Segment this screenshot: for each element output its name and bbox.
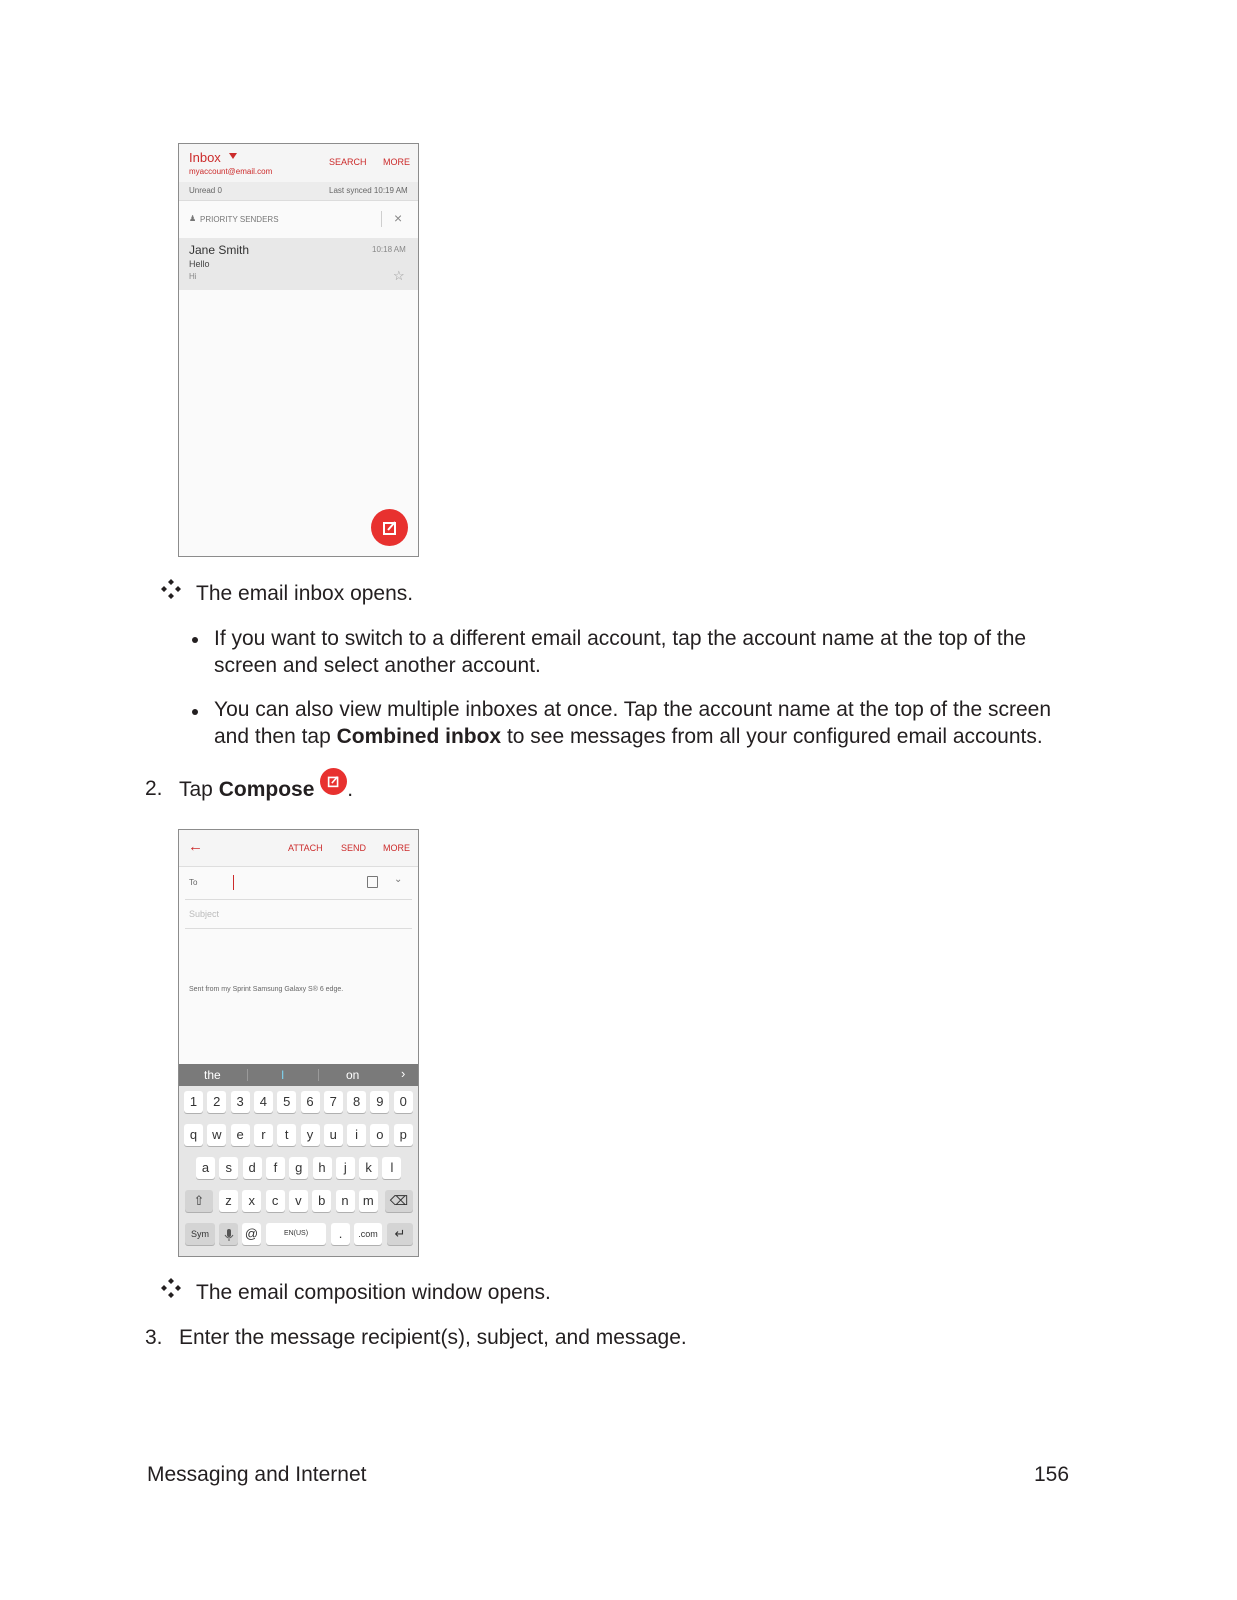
key-r[interactable]: r — [254, 1124, 273, 1146]
key-z[interactable]: z — [219, 1190, 238, 1212]
key-t[interactable]: t — [277, 1124, 296, 1146]
divider — [318, 1069, 319, 1081]
folder-dropdown-icon[interactable] — [229, 153, 237, 159]
enter-key[interactable]: ↵ — [387, 1223, 413, 1245]
mic-icon — [224, 1228, 234, 1242]
chevron-down-icon[interactable]: ⌄ — [394, 874, 403, 885]
bullet-text-1: If you want to switch to a different email account, tap the account name at the top of the screen and select another account. — [214, 627, 1027, 677]
divider — [381, 211, 382, 227]
sym-key[interactable]: Sym — [185, 1223, 215, 1245]
key-c[interactable]: c — [266, 1190, 285, 1212]
to-label: To — [189, 878, 198, 887]
key-4[interactable]: 4 — [254, 1091, 273, 1113]
contacts-icon[interactable] — [367, 876, 378, 888]
keyboard — [179, 1064, 418, 1256]
combined-inbox-label: Combined inbox — [336, 725, 502, 748]
step-3-number: 3. — [145, 1326, 163, 1349]
back-arrow-icon[interactable]: ← — [188, 838, 203, 855]
bullet-dot — [192, 637, 198, 643]
key-7[interactable]: 7 — [324, 1091, 343, 1113]
mic-key[interactable] — [219, 1223, 238, 1245]
key-g[interactable]: g — [289, 1157, 308, 1179]
bullet-dot — [192, 709, 198, 715]
result-diamond-icon — [160, 1277, 182, 1299]
message-list-item[interactable] — [179, 238, 418, 290]
message-time: 10:18 AM — [372, 245, 406, 254]
suggestion-word[interactable]: the — [204, 1068, 221, 1082]
result-text-2: The email composition window opens. — [196, 1281, 551, 1304]
page-number: 156 — [1034, 1463, 1070, 1486]
period-key[interactable]: . — [331, 1223, 350, 1245]
key-3[interactable]: 3 — [231, 1091, 250, 1113]
bullet-text-2 — [214, 696, 1054, 750]
message-subject: Hello — [189, 259, 210, 269]
key-d[interactable]: d — [243, 1157, 262, 1179]
key-i[interactable]: i — [347, 1124, 366, 1146]
key-h[interactable]: h — [313, 1157, 332, 1179]
key-s[interactable]: s — [219, 1157, 238, 1179]
text-cursor — [233, 875, 234, 890]
key-n[interactable]: n — [336, 1190, 355, 1212]
compose-inline-icon — [320, 768, 347, 795]
dotcom-key[interactable]: .com — [354, 1223, 382, 1245]
to-field[interactable] — [185, 867, 412, 900]
key-w[interactable]: w — [207, 1124, 226, 1146]
divider — [247, 1069, 248, 1081]
key-f[interactable]: f — [266, 1157, 285, 1179]
priority-senders-bar[interactable] — [179, 201, 418, 237]
compose-icon — [382, 520, 398, 536]
key-l[interactable]: l — [382, 1157, 401, 1179]
bullet-2-text-end: to see messages from all your configured email accounts. — [501, 725, 1043, 748]
space-key[interactable]: EN(US) — [266, 1223, 326, 1245]
key-5[interactable]: 5 — [277, 1091, 296, 1113]
message-sender: Jane Smith — [189, 243, 250, 257]
message-preview: Hi — [189, 272, 197, 281]
key-q[interactable]: q — [184, 1124, 203, 1146]
priority-senders-label: PRIORITY SENDERS — [200, 215, 279, 224]
key-1[interactable]: 1 — [184, 1091, 203, 1113]
bullet-2-text: You can also view multiple inboxes at once. Tap the account name at the top of the screen and then tap — [214, 698, 1052, 748]
at-key[interactable]: @ — [242, 1223, 261, 1245]
shift-key[interactable]: ⇧ — [185, 1190, 213, 1212]
key-e[interactable]: e — [231, 1124, 250, 1146]
suggestion-word[interactable]: I — [281, 1068, 285, 1082]
last-synced: Last synced 10:19 AM — [329, 186, 408, 195]
inbox-screenshot — [178, 143, 419, 557]
close-icon[interactable]: × — [394, 210, 403, 226]
suggestion-word[interactable]: on — [346, 1068, 360, 1082]
inbox-folder-title[interactable]: Inbox — [189, 150, 221, 165]
key-x[interactable]: x — [242, 1190, 261, 1212]
unread-count: Unread 0 — [189, 186, 222, 195]
search-button[interactable]: SEARCH — [329, 157, 367, 167]
message-body[interactable] — [179, 929, 418, 1064]
key-6[interactable]: 6 — [301, 1091, 320, 1113]
key-b[interactable]: b — [312, 1190, 331, 1212]
key-u[interactable]: u — [324, 1124, 343, 1146]
backspace-key[interactable]: ⌫ — [385, 1190, 413, 1212]
key-a[interactable]: a — [196, 1157, 215, 1179]
suggestion-bar — [179, 1064, 418, 1086]
key-2[interactable]: 2 — [207, 1091, 226, 1113]
step-3-text: Enter the message recipient(s), subject, and message. — [179, 1326, 687, 1349]
subject-field[interactable] — [185, 900, 412, 929]
step-2-number: 2. — [145, 777, 163, 800]
star-icon[interactable]: ☆ — [393, 268, 405, 283]
key-v[interactable]: v — [289, 1190, 308, 1212]
account-email[interactable]: myaccount@email.com — [189, 167, 273, 176]
step-2-pre: Tap — [179, 778, 219, 801]
priority-person-icon: ♟ — [189, 214, 197, 223]
more-button[interactable]: MORE — [383, 157, 410, 167]
key-m[interactable]: m — [359, 1190, 378, 1212]
key-o[interactable]: o — [370, 1124, 389, 1146]
compose-header — [179, 830, 418, 867]
key-8[interactable]: 8 — [347, 1091, 366, 1113]
compose-label: Compose — [218, 778, 315, 801]
inbox-header — [179, 144, 418, 183]
result-text-1: The email inbox opens. — [196, 582, 414, 605]
subject-placeholder: Subject — [189, 909, 220, 919]
sync-status-row — [179, 182, 418, 201]
key-y[interactable]: y — [301, 1124, 320, 1146]
send-button[interactable]: SEND — [341, 843, 367, 853]
key-p[interactable]: p — [394, 1124, 413, 1146]
step-2-post: . — [347, 778, 354, 801]
chevron-right-icon[interactable]: › — [401, 1066, 406, 1081]
signature-text: Sent from my Sprint Samsung Galaxy S® 6 edge. — [189, 986, 344, 993]
step-2-text — [179, 776, 353, 804]
footer-section-title: Messaging and Internet — [147, 1463, 367, 1486]
key-j[interactable]: j — [336, 1157, 355, 1179]
key-k[interactable]: k — [359, 1157, 378, 1179]
attach-button[interactable]: ATTACH — [288, 843, 323, 853]
compose-screenshot — [178, 829, 419, 1257]
compose-fab[interactable] — [371, 509, 408, 546]
result-diamond-icon — [160, 578, 182, 600]
more-button[interactable]: MORE — [383, 843, 410, 853]
key-9[interactable]: 9 — [370, 1091, 389, 1113]
key-0[interactable]: 0 — [394, 1091, 413, 1113]
